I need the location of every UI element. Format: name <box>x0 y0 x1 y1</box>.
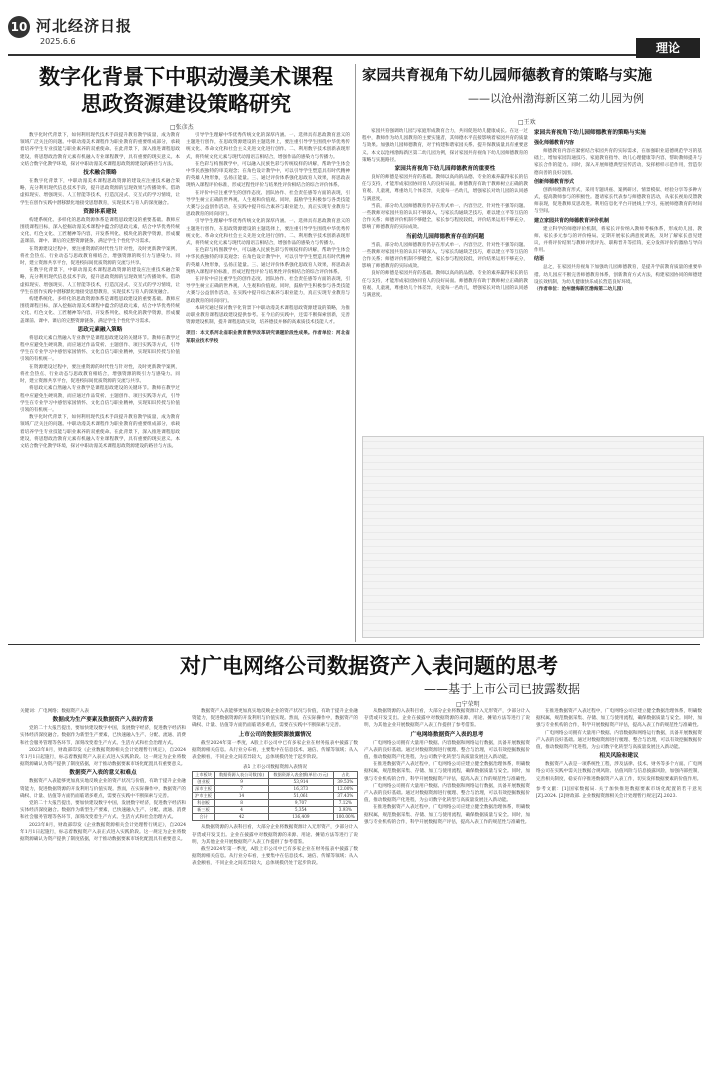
paragraph: 当前，部分幼儿园师德教育仍存在形式单一、内容空泛、针对性不强等问题。一些教师对家园共育的认识不够深入，与家长沟通缺乏技巧，难以建立平等互信的合作关系；师德评价机制不够健全，家长参与程度较低，评价结果运用不够充分，影响了师德教育的实际成效。 <box>362 203 528 231</box>
paragraph: 广电网络公司拥有大量用户数据、内容数据和网络运行数据，具备开展数据资产入表的良好基础。通过对数据资源进行梳理、整合与治理，可以有效挖掘数据价值，推动数据资产化进程，为公司数字化转型与高质量发展注入新动能。 <box>364 783 530 804</box>
paragraph: 2023年8月，财政部印发《企业数据资源相关会计处理暂行规定》，自2024年1月1日起施行，标志着数据资产入表正式进入实践阶段。这一规定为企业将数据资源确认为资产提供了制度依据，对于推动数据要素市场化配置具有重要意义。 <box>20 747 186 768</box>
table-cell: 沪市主板 <box>193 793 215 800</box>
section-heading: 相关风险和建议 <box>599 753 639 760</box>
paragraph: 截至2024年第一季度，A股上市公司中已有多家企业在财务报表中披露了数据资源相关信息。从行业分布看，主要集中在信息技术、通信、传媒等领域；从入表金额看，不同企业之间差异较大，总体规模仍处于起步阶段。 <box>192 847 358 867</box>
conclusion-heading: 结语 <box>534 256 545 263</box>
paragraph: 良好的师德是家园共育的基础。教师以高尚的品德、专业的素养赢得家长的信任与支持，才能形成家园协同育人的良好局面。师德教育有助于教师树立正确的教育观、儿童观，尊重幼儿个体差异，关爱每一名幼儿，增强家长对幼儿园的认同感与满意度。 <box>362 271 528 299</box>
article-2-column-1 <box>362 128 528 428</box>
article-1-column-1 <box>20 132 180 640</box>
article-3-subtitle: ——基于上市公司已披露数据 <box>424 682 581 696</box>
paragraph: 从数据资源的入表科目看，大部分企业将数据资源计入无形资产，少部分计入存货或开发支出。企业在披露中对数据资源的来源、用途、摊销方法等进行了说明，为其他企业开展数据资产入表工作提供了参考借鉴。 <box>364 709 530 729</box>
section-heading: 数据成为生产要素及数据资产入表的背景 <box>52 717 154 724</box>
article-2-author: □王欢 <box>518 119 536 126</box>
table-cell: 7 <box>215 786 269 793</box>
paragraph: 良好的师德是家园共育的基础。教师以高尚的品德、专业的素养赢得家长的信任与支持，才能形成家园协同育人的良好局面。师德教育有助于教师树立正确的教育观、儿童观，尊重幼儿个体差异，关爱每一名幼儿，增强家长对幼儿园的认同感与满意度。 <box>362 175 528 202</box>
article-1-title-line2: 思政资源建设策略研究 <box>81 92 291 116</box>
item-heading: 强化师德教育内容 <box>534 140 575 146</box>
table-cell: 4 <box>215 807 269 814</box>
section-heading: 思政元素融入策略 <box>77 326 123 333</box>
paragraph: 在资源建设过程中，要注重资源的时代性与针对性，及时更新教学案例，将社会热点、行业动态与思政教育相结合，增强资源的吸引力与感染力。同时，建立资源共享平台，促进校际间优质资源的交流与共享。 <box>20 364 180 385</box>
table-cell: 深市主板 <box>193 786 215 793</box>
table-cell: 9 <box>215 779 269 786</box>
page-number: 10 <box>8 16 30 38</box>
section-heading: 家园共育视角下幼儿园师德教育的策略与实施 <box>534 130 646 136</box>
paragraph: 建立科学的师德评价机制，将家长评价纳入教师考核体系，形成幼儿园、教师、家长多元参与的评价格局。定期开展家长满意度调查，及时了解家长意见建议，并将评价结果与教师评优评先、职称晋升等挂钩，充分发挥评价的激励与导向作用。 <box>534 226 702 254</box>
table-cell: 3.93% <box>333 807 357 814</box>
article-3-column-1 <box>20 708 186 1086</box>
table-row <box>193 793 358 800</box>
fund-note: 项目：本文系河北省职业教育教学改革研究课题阶段性成果。作者单位：河北省某职业技术学校 <box>186 331 350 344</box>
paragraph: 家园共育强调幼儿园与家庭形成教育合力，共同促进幼儿健康成长。在这一过程中，教师作为幼儿园教育的主要实施者，其师德水平直接影响着家园共育的质量与效果。加强幼儿园师德教育，对于构建和谐家园关系、提升保教质量具有重要意义。本文以沧州渤海新区第二幼儿园为例，探讨家园共育视角下幼儿园师德教育的策略与实施路径。 <box>362 129 528 163</box>
table-cell: 53,914 <box>268 779 333 786</box>
section-heading: 上市公司的数据资源披露情况 <box>238 731 312 738</box>
paragraph: 在数字化背景下，中职动漫美术课程思政资源的建设应注重技术融合策略，充分利用现代信息技术手段，提升思政资源的呈现效果与传播效率。借助虚拟现实、增强现实、人工智能等技术，打造沉浸式、交互式的学习情境，让学生在创作实践中潜移默化地接受思想教育，实现技术与育人的深度融合。 <box>20 179 180 206</box>
section-rule <box>8 644 700 645</box>
paragraph: 在推进数据资产入表过程中，广电网络公司应建立健全数据治理体系，明确数据权属，规范数据采集、存储、加工与使用流程，确保数据质量与安全。同时，加强与专业机构的合作，科学开展数据资产评估，提高入表工作的规范性与准确性。 <box>364 762 530 782</box>
table-cell: 39.53% <box>333 779 357 786</box>
page-header <box>0 0 708 62</box>
paper-name: 河北经济日报 <box>36 17 133 35</box>
image-placeholder <box>362 436 704 638</box>
data-table <box>192 771 358 821</box>
paragraph: 将思政元素自然融入专业教学是课程思政建设的关键环节。教师在教学过程中应避免生硬说教，而应通过作品赏析、主题创作、项目实践等方式，引导学生在专业学习中感悟家国情怀、文化自信与职业精神，实现知识传授与价值引领的有机统一。 <box>20 335 180 363</box>
references: 参考文献：[1]国家数据局. 关于加快推进数据要素市场化配置的若干意见[Z].2024. [2]财政部. 企业数据资源相关会计处理暂行规定[Z].2023. <box>536 786 702 800</box>
paragraph: 截至2024年第一季度，A股上市公司中已有多家企业在财务报表中披露了数据资源相关信息。从行业分布看，主要集中在信息技术、通信、传媒等领域；从入表金额看，不同企业之间差异较大，总体规模仍处于起步阶段。 <box>192 740 358 761</box>
table-cell: 8 <box>215 800 269 807</box>
paragraph: 构建系统化、多样化的思政资源体系是课程思政建设的重要基础。教师应围绕课程目标，深入挖掘动漫美术课程中蕴含的思政元素，结合中华优秀传统文化、红色文化、工匠精神等内容，开发系列化、模块化的教学资源，形成覆盖课前、课中、课后的完整资源链条，满足学生个性化学习需求。 <box>20 297 180 324</box>
paragraph: 数据资产入表能够更加真实地反映企业的资产状况与价值，有助于提升企业融资能力，促进数据资源的开发利用与价值实现。然而，在实际操作中，数据资产的确权、计量、估值等方面仍面临诸多难点，需要在实践中不断探索与完善。 <box>192 709 358 729</box>
article-1-title <box>20 64 352 118</box>
paragraph: 创新师德教育形式，采用专题讲座、案例研讨、情景模拟、经验分享等多种方式，提高教师参与的积极性。邀请家长代表参与师德教育活动，从家长视角反馈教师表现，促进教师反思改进。利用信息化平台开展线上学习，拓展师德教育的时间与空间。 <box>534 187 702 215</box>
section-badge <box>636 38 700 58</box>
table-header-cell: 数据资源入表公司数(家) <box>215 772 269 779</box>
table-row <box>193 786 358 793</box>
table-header-cell: 上市板块 <box>193 772 215 779</box>
table-cell: 16,373 <box>268 786 333 793</box>
paragraph: 从数据资源的入表科目看，大部分企业将数据资源计入无形资产，少部分计入存货或开发支出。企业在披露中对数据资源的来源、用途、摊销方法等进行了说明，为其他企业开展数据资产入表工作提供了参考借鉴。 <box>192 825 358 845</box>
article-3-author: □宁荣明 <box>456 701 480 708</box>
article-2-subtitle: ——以沧州渤海新区第二幼儿园为例 <box>468 92 644 105</box>
table-cell: 14 <box>215 793 269 800</box>
section-heading: 当前幼儿园师德教育存在的问题 <box>405 233 485 240</box>
table-cell: 7.12% <box>333 800 357 807</box>
article-3-column-3 <box>364 708 530 1086</box>
article-3-column-2 <box>192 708 358 1086</box>
column-divider <box>355 64 356 642</box>
table-row <box>193 814 358 821</box>
article-3-title: 对广电网络公司数据资产入表问题的思考 <box>180 654 558 678</box>
paragraph: 师德教育内容应紧密结合家园共育的实际需求，在加强职业道德规范学习的基础上，增加家园沟通技巧、家庭教育指导、幼儿心理健康等内容，帮助教师提升与家长合作的能力。同时，深入开展师德典型宣传活动，发挥榜样示范作用，营造崇德向善的良好氛围。 <box>534 149 702 176</box>
table-cell: 5,354 <box>268 807 333 814</box>
paragraph: 在数字化背景下，中职动漫美术课程思政资源的建设应注重技术融合策略，充分利用现代信息技术手段，提升思政资源的呈现效果与传播效率。借助虚拟现实、增强现实、人工智能等技术，打造沉浸式、交互式的学习情境，让学生在创作实践中潜移默化地接受思想教育，实现技术与育人的深度融合。 <box>20 268 180 295</box>
table-row <box>193 779 358 786</box>
table-body <box>193 779 358 821</box>
paragraph: 当前，部分幼儿园师德教育仍存在形式单一、内容空泛、针对性不强等问题。一些教师对家园共育的认识不够深入，与家长沟通缺乏技巧，难以建立平等互信的合作关系；师德评价机制不够健全，家长参与程度较低，评价结果运用不够充分，影响了师德教育的实际成效。 <box>362 242 528 270</box>
paragraph: 构建系统化、多样化的思政资源体系是课程思政建设的重要基础。教师应围绕课程目标，深入挖掘动漫美术课程中蕴含的思政元素，结合中华优秀传统文化、红色文化、工匠精神等内容，开发系列化、模块化的教学资源，形成覆盖课前、课中、课后的完整资源链条，满足学生个性化学习需求。 <box>20 217 180 245</box>
paragraph: 在资源建设过程中，要注重资源的时代性与针对性，及时更新教学案例，将社会热点、行业动态与思政教育相结合，增强资源的吸引力与感染力。同时，建立资源共享平台，促进校际间优质资源的交流与共享。 <box>20 246 180 267</box>
table-cell: 51,061 <box>268 793 333 800</box>
keywords: 关键词：广电网络；数据资产入表 <box>20 709 89 714</box>
paragraph: 数据资产入表是一项系统性工程，涉及法律、技术、财务等多个方面。广电网络公司在实践中需关注数据合规风险、估值风险与信息披露风险，加强内部控制，完善相关制度，稳妥有序推进数据资产入表工作，切实发挥数据要素的价值作用。 <box>536 762 702 782</box>
table-cell: 42 <box>215 814 269 821</box>
item-heading: 建立家园共育的师德教育评价机制 <box>534 217 610 224</box>
section-heading: 广电网络数据资产入表的思考 <box>410 731 484 738</box>
paragraph: 数字化时代背景下，如何利用现代技术手段提升教育教学质量，成为教育领域广泛关注的问题。中职动漫美术课程作为职业教育的重要组成部分，承载着培养学生专业技能与职业素养的双重使命。在此背景下，深入推进课程思政建设，将思想政治教育元素有机融入专业课程教学，具有重要的现实意义。本文结合数字化教学环境，探讨中职动漫美术课程思政资源建设的路径与方法。 <box>20 415 180 449</box>
table-cell: 136,409 <box>268 814 333 821</box>
section-heading: 资源体系建设 <box>83 208 117 215</box>
paragraph: 总之，在家园共育视角下加强幼儿园师德教育，是提升学前教育质量的重要举措。幼儿园应不断完善师德教育体系，创新教育方式方法，构建家园协同的师德建设长效机制，为幼儿健康快乐成长营造良好环境。 <box>534 265 702 285</box>
table-header-cell: 数据资源入表金额(单位:万元) <box>268 772 333 779</box>
table-cell: 创业板 <box>193 779 215 786</box>
issue-date: 2025.6.6 <box>40 37 76 46</box>
paragraph: 在评价中应注重学生的创作态度、团队协作、社会责任感等方面的表现，引导学生树立正确的世界观、人生观和价值观。同时，鼓励学生积极参与各类技能大赛与公益创作活动，在实践中提升综合素养与职业能力，真正实现专业教育与思政教育的同向同行。 <box>186 190 350 218</box>
paragraph: 2023年8月，财政部印发《企业数据资源相关会计处理暂行规定》，自2024年1月1日起施行，标志着数据资产入表正式进入实践阶段。这一规定为企业将数据资源确认为资产提供了制度依据，对于推动数据要素市场化配置具有重要意义。 <box>20 822 186 843</box>
paragraph: 数字化时代背景下，如何利用现代技术手段提升教育教学质量，成为教育领域广泛关注的问题。中职动漫美术课程作为职业教育的重要组成部分，承载着培养学生专业技能与职业素养的双重使命。在此背景下，深入推进课程思政建设，将思想政治教育元素有机融入专业课程教学，具有重要的现实意义。本文结合数字化教学环境，探讨中职动漫美术课程思政资源建设的路径与方法。 <box>20 133 180 167</box>
paragraph: 本研究通过探讨数字化背景下中职动漫美术课程思政资源建设的策略，为推动职业教育课程思政建设提供参考。在今后的实践中，还需不断探索创新，完善资源建设机制，提升课程思政实效，培养德技并修的高素质技术技能人才。 <box>186 305 350 326</box>
table-cell: 合计 <box>193 814 215 821</box>
table-caption: 表1 上市公司数据资源入表情况 <box>242 765 308 771</box>
section-heading: 技术融合策略 <box>83 170 117 177</box>
table-header-row <box>193 772 358 779</box>
paragraph: 将思政元素自然融入专业教学是课程思政建设的关键环节。教师在教学过程中应避免生硬说教，而应通过作品赏析、主题创作、项目实践等方式，引导学生在专业学习中感悟家国情怀、文化自信与职业精神，实现知识传授与价值引领的有机统一。 <box>20 386 180 413</box>
paragraph: 在色彩与构图教学中，可以融入民族色彩与传统纹样的讲解，帮助学生体会中华民族独特的审美观念；在角色设计教学中，可以引导学生塑造具有时代精神的英雄人物形象，弘扬正能量。三、通过评价体系强化思政育人效果，将思政表现纳入课程评价标准，形成过程性评价与结果性评价相结合的综合评价体系。 <box>186 161 350 189</box>
article-2-title: 家园共育视角下幼儿园师德教育的策略与实施 <box>362 68 652 84</box>
table-cell: 9,707 <box>268 800 333 807</box>
paragraph: 广电网络公司拥有大量用户数据、内容数据和网络运行数据，具备开展数据资产入表的良好基础。通过对数据资源进行梳理、整合与治理，可以有效挖掘数据价值，推动数据资产化进程，为公司数字化转型与高质量发展注入新动能。 <box>364 740 530 761</box>
paragraph: 党的二十大报告提出，要加快建设数字中国，发展数字经济，促进数字经济和实体经济深度融合。数据作为新型生产要素，已快速融入生产、分配、流通、消费和社会服务管理等各环节，深刻改变着生产方式、生活方式和社会治理方式。 <box>20 726 186 746</box>
table-row <box>193 807 358 814</box>
paragraph: 在推进数据资产入表过程中，广电网络公司应建立健全数据治理体系，明确数据权属，规范数据采集、存储、加工与使用流程，确保数据质量与安全。同时，加强与专业机构的合作，科学开展数据资产评估，提高入表工作的规范性与准确性。 <box>364 805 530 825</box>
paragraph: 引导学生理解中华优秀传统文化的深厚内涵。一、选择具有思政教育意义的主题进行创作，在思政资源建设的主题选择上，要注重引导学生围绕中华优秀传统文化、革命文化和社会主义先进文化进行创作。二、利用数字技术创新表现形式，将传统文化元素与现代动漫语言相结合，增强作品的感染力与传播力。 <box>186 219 350 247</box>
paragraph: 在推进数据资产入表过程中，广电网络公司应建立健全数据治理体系，明确数据权属，规范数据采集、存储、加工与使用流程，确保数据质量与安全。同时，加强与专业机构的合作，科学开展数据资产评估，提高入表工作的规范性与准确性。 <box>536 709 702 729</box>
paragraph: 数据资产入表能够更加真实地反映企业的资产状况与价值，有助于提升企业融资能力，促进数据资源的开发利用与价值实现。然而，在实际操作中，数据资产的确权、计量、估值等方面仍面临诸多难点，需要在实践中不断探索与完善。 <box>20 779 186 799</box>
author-unit: （作者单位：沧州渤海新区渤海第二幼儿园） <box>534 287 626 293</box>
paragraph: 在评价中应注重学生的创作态度、团队协作、社会责任感等方面的表现，引导学生树立正确的世界观、人生观和价值观。同时，鼓励学生积极参与各类技能大赛与公益创作活动，在实践中提升综合素养与职业能力，真正实现专业教育与思政教育的同向同行。 <box>186 277 350 304</box>
table-cell: 12.00% <box>333 786 357 793</box>
section-heading: 家园共育视角下幼儿园师德教育的重要性 <box>394 166 496 173</box>
article-2-column-2 <box>534 128 702 428</box>
article-1-column-2 <box>186 132 350 640</box>
section-label: 理论 <box>655 41 680 55</box>
paragraph: 党的二十大报告提出，要加快建设数字中国，发展数字经济，促进数字经济和实体经济深度融合。数据作为新型生产要素，已快速融入生产、分配、流通、消费和社会服务管理等各环节，深刻改变着生产方式、生活方式和社会治理方式。 <box>20 801 186 821</box>
article-1-author: □张彦杰 <box>170 124 194 131</box>
table-cell: 新三板 <box>193 807 215 814</box>
table-cell: 37.43% <box>333 793 357 800</box>
paragraph: 广电网络公司拥有大量用户数据、内容数据和网络运行数据，具备开展数据资产入表的良好基础。通过对数据资源进行梳理、整合与治理，可以有效挖掘数据价值，推动数据资产化进程，为公司数字化转型与高质量发展注入新动能。 <box>536 730 702 751</box>
table-cell: 100.00% <box>333 814 357 821</box>
section-heading: 数据资产入表的意义和难点 <box>69 770 137 777</box>
data-table-wrapper <box>192 764 358 821</box>
header-rule <box>8 54 636 56</box>
paragraph: 引导学生理解中华优秀传统文化的深厚内涵。一、选择具有思政教育意义的主题进行创作，在思政资源建设的主题选择上，要注重引导学生围绕中华优秀传统文化、革命文化和社会主义先进文化进行创作。二、利用数字技术创新表现形式，将传统文化元素与现代动漫语言相结合，增强作品的感染力与传播力。 <box>186 133 350 160</box>
table-row <box>193 800 358 807</box>
item-heading: 创新师德教育形式 <box>534 178 575 185</box>
article-1-title-line1: 数字化背景下中职动漫美术课程 <box>39 65 333 89</box>
article-3-column-4 <box>536 708 702 1086</box>
paragraph: 在色彩与构图教学中，可以融入民族色彩与传统纹样的讲解，帮助学生体会中华民族独特的审美观念；在角色设计教学中，可以引导学生塑造具有时代精神的英雄人物形象，弘扬正能量。三、通过评价体系强化思政育人效果，将思政表现纳入课程评价标准，形成过程性评价与结果性评价相结合的综合评价体系。 <box>186 248 350 275</box>
table-header-cell: 占比 <box>333 772 357 779</box>
table-cell: 科创板 <box>193 800 215 807</box>
